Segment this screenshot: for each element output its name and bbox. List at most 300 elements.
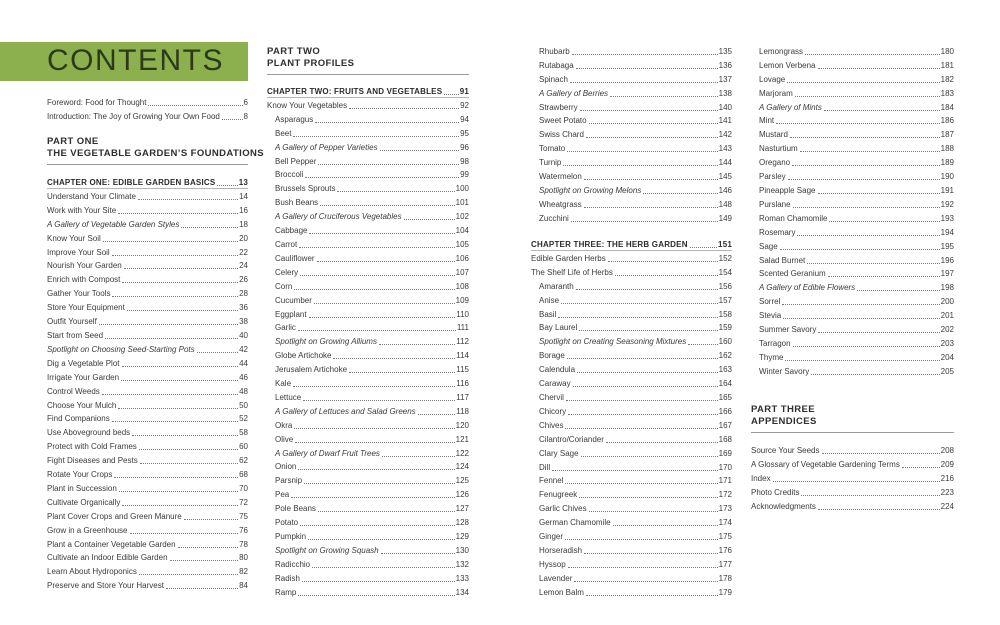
dot-leader: [567, 358, 718, 359]
toc-entry-page: 187: [940, 130, 954, 140]
dot-leader: [132, 435, 238, 436]
toc-entry-title: Choose Your Mulch: [47, 400, 117, 410]
dot-leader: [788, 179, 940, 180]
toc-entry: [267, 153, 469, 167]
dot-leader: [166, 588, 238, 589]
toc-entry: [267, 570, 469, 584]
toc-entry-page: 62: [239, 456, 248, 466]
toc-entry-page: 204: [940, 352, 954, 362]
dot-leader: [315, 122, 459, 123]
toc-entry: [531, 361, 732, 375]
toc-entry-page: 173: [718, 504, 732, 514]
toc-entry-page: 194: [940, 227, 954, 237]
toc-entry-title: Broccoli: [275, 170, 304, 180]
toc-entry-title: Store Your Equipment: [47, 303, 125, 313]
dot-leader: [567, 151, 717, 152]
dot-leader: [643, 193, 717, 194]
dot-leader: [790, 137, 940, 138]
dot-leader: [568, 567, 718, 568]
dot-leader: [580, 110, 718, 111]
toc-entry-page: 184: [940, 102, 954, 112]
toc-entry: [751, 85, 954, 99]
toc-entry-page: 116: [456, 379, 469, 389]
toc-entry-page: 205: [940, 366, 954, 376]
dot-leader: [785, 360, 939, 361]
dot-leader: [584, 553, 718, 554]
toc-entry-page: 14: [239, 191, 248, 201]
toc-entry-page: 170: [718, 462, 732, 472]
toc-entry-page: 208: [940, 445, 954, 455]
toc-entry: [267, 250, 469, 264]
toc-entry: [267, 111, 469, 125]
toc-entry-title: Ramp: [275, 587, 297, 597]
toc-entry: [751, 126, 954, 140]
appendices-entries: [751, 442, 954, 512]
toc-entry-title: Plant Cover Crops and Green Manure: [47, 511, 182, 521]
toc-entry: [267, 472, 469, 486]
toc-entry-title: A Gallery of Pepper Varieties: [275, 142, 378, 152]
chapter-two-heading-list: [267, 83, 469, 98]
toc-entry: [531, 500, 732, 514]
toc-entry: [531, 542, 732, 556]
toc-entry-title: Pumpkin: [275, 532, 307, 541]
toc-entry-page: 145: [718, 172, 732, 182]
toc-entry-page: 112: [456, 337, 469, 347]
toc-entry-title: Gather Your Tools: [47, 289, 111, 299]
toc-entry-title: Tarragon: [759, 338, 791, 348]
toc-entry: [267, 389, 469, 403]
part-one-heading: [47, 136, 264, 165]
toc-entry: [531, 250, 732, 264]
toc-entry: [751, 293, 954, 307]
toc-entry-title: Globe Artichoke: [275, 351, 332, 361]
toc-entry-title: CHAPTER ONE: EDIBLE GARDEN BASICS: [47, 177, 216, 187]
toc-entry-page: 179: [718, 587, 732, 597]
toc-entry-page: 82: [239, 567, 248, 577]
toc-entry: [47, 258, 248, 272]
toc-entry-title: A Gallery of Mints: [759, 102, 822, 112]
chapter-one-heading-list: [47, 174, 248, 189]
dot-leader: [576, 68, 718, 69]
toc-entry-page: 125: [455, 476, 469, 486]
toc-entry: [531, 292, 732, 306]
dot-leader: [303, 400, 455, 401]
dot-leader: [382, 456, 455, 457]
dot-leader: [170, 560, 239, 561]
dot-leader: [787, 82, 939, 83]
toc-entry: [531, 375, 732, 389]
toc-entry: [531, 43, 732, 57]
dot-leader: [300, 275, 455, 276]
toc-entry-title: Horseradish: [539, 545, 583, 555]
page-title: CONTENTS: [47, 44, 224, 77]
toc-entry-title: Spotlight on Growing Alliums: [275, 337, 377, 347]
dot-leader: [573, 386, 718, 387]
toc-entry: [47, 313, 248, 327]
toc-entry-title: Irrigate Your Garden: [47, 372, 120, 382]
toc-entry-title: Potato: [275, 518, 299, 528]
dot-leader: [561, 303, 718, 304]
toc-entry-title: Dill: [539, 462, 551, 472]
dot-leader: [818, 332, 939, 333]
toc-entry-page: 124: [455, 462, 469, 472]
dot-leader: [298, 330, 456, 331]
dot-leader: [105, 338, 238, 339]
toc-entry-page: 121: [455, 434, 469, 444]
toc-entry: [751, 266, 954, 280]
toc-entry: [267, 459, 469, 473]
toc-entry-title: Winter Savory: [759, 366, 810, 376]
dot-leader: [305, 177, 459, 178]
dot-leader: [818, 193, 940, 194]
dot-leader: [308, 539, 455, 540]
toc-entry: [531, 154, 732, 168]
toc-entry-title: Hyssop: [539, 559, 566, 569]
toc-entry-page: 126: [455, 490, 469, 500]
toc-entry-title: Fight Diseases and Pests: [47, 456, 138, 466]
toc-entry: [531, 459, 732, 473]
dot-leader: [118, 213, 238, 214]
toc-entry: [267, 556, 469, 570]
dot-leader: [299, 247, 454, 248]
toc-entry-title: Start from Seed: [47, 330, 104, 340]
toc-entry-page: 52: [239, 414, 248, 424]
toc-entry-page: 141: [718, 116, 732, 126]
toc-entry-title: Sorrel: [759, 297, 781, 307]
toc-entry: [47, 424, 248, 438]
dot-leader: [379, 344, 455, 345]
toc-entry-page: 133: [455, 573, 469, 583]
dot-leader: [811, 374, 939, 375]
toc-entry-page: 100: [455, 184, 469, 194]
toc-entry-title: German Chamomile: [539, 518, 611, 528]
dot-leader: [298, 469, 454, 470]
toc-entry-page: 92: [460, 100, 469, 110]
toc-entry-title: Pineapple Sage: [759, 185, 816, 195]
dot-leader: [610, 96, 718, 97]
toc-entry-title: Corn: [275, 281, 293, 291]
toc-entry: [531, 126, 732, 140]
chapter-heading: [531, 236, 732, 251]
dot-leader: [586, 595, 718, 596]
toc-entry: [47, 411, 248, 425]
toc-entry: [751, 196, 954, 210]
toc-entry: [267, 194, 469, 208]
dot-leader: [829, 221, 939, 222]
dot-leader: [801, 495, 939, 496]
toc-entry-title: Jerusalem Artichoke: [275, 365, 348, 375]
dot-leader: [792, 165, 940, 166]
toc-entry-page: 136: [718, 60, 732, 70]
toc-entry: [751, 307, 954, 321]
dot-leader: [349, 108, 459, 109]
toc-entry-title: Know Your Soil: [47, 233, 101, 243]
toc-entry-page: 20: [239, 233, 248, 243]
toc-entry-title: Parsnip: [275, 476, 303, 486]
toc-entry-page: 110: [456, 309, 469, 319]
toc-entry-title: Oregano: [759, 158, 791, 168]
dot-leader: [103, 241, 238, 242]
toc-entry: [751, 442, 954, 456]
dot-leader: [581, 456, 718, 457]
toc-entry: [531, 264, 732, 278]
toc-entry: [267, 584, 469, 598]
toc-entry-title: Edible Garden Herbs: [531, 253, 606, 263]
toc-entry-title: Calendula: [539, 365, 576, 375]
toc-entry-title: Purslane: [759, 199, 791, 209]
toc-entry: [47, 438, 248, 452]
toc-entry-title: Preserve and Store Your Harvest: [47, 581, 164, 591]
toc-entry-page: 98: [460, 156, 469, 166]
dot-leader: [184, 519, 238, 520]
toc-entry-page: 68: [239, 470, 248, 480]
toc-entry-title: Learn About Hydroponics: [47, 567, 137, 577]
dot-leader: [902, 467, 940, 468]
toc-entry: [47, 466, 248, 480]
toc-entry-title: A Gallery of Edible Flowers: [759, 283, 856, 293]
toc-entry: [751, 252, 954, 266]
toc-entry-page: 135: [718, 46, 732, 56]
dot-leader: [404, 219, 455, 220]
toc-entry: [267, 278, 469, 292]
chapter-three-entries: [531, 250, 732, 598]
toc-entry-page: 159: [718, 323, 732, 333]
toc-entry: [47, 397, 248, 411]
chapter-two-entries: [267, 97, 469, 598]
toc-entry-title: Rotate Your Crops: [47, 470, 113, 480]
toc-entry-title: Cultivate Organically: [47, 497, 121, 507]
toc-entry-title: Understand Your Climate: [47, 191, 136, 201]
dot-leader: [333, 358, 455, 359]
toc-entry: [47, 508, 248, 522]
part-three-title: APPENDICES: [751, 416, 817, 427]
dot-leader: [118, 408, 238, 409]
toc-entry: [751, 224, 954, 238]
toc-entry: [531, 182, 732, 196]
dot-leader: [558, 317, 717, 318]
toc-entry-page: 128: [455, 518, 469, 528]
toc-entry: [267, 180, 469, 194]
toc-entry-page: 78: [239, 539, 248, 549]
toc-entry: [47, 327, 248, 341]
toc-entry-page: 160: [718, 337, 732, 347]
toc-entry-title: Work with Your Site: [47, 205, 117, 215]
toc-entry-page: 138: [718, 88, 732, 98]
dot-leader: [312, 567, 455, 568]
dot-leader: [565, 428, 717, 429]
dot-leader: [140, 463, 238, 464]
toc-entry-title: Ginger: [539, 532, 564, 542]
toc-entry-page: 91: [459, 86, 469, 96]
toc-entry: [531, 71, 732, 85]
toc-entry-page: 140: [718, 102, 732, 112]
dot-leader: [780, 249, 940, 250]
toc-entry-page: 137: [718, 74, 732, 84]
toc-entry-title: Use Aboveground beds: [47, 428, 131, 438]
toc-entry-page: 16: [239, 205, 248, 215]
toc-entry-page: 24: [239, 261, 248, 271]
dot-leader: [114, 477, 238, 478]
toc-entry-title: Cabbage: [275, 226, 308, 236]
toc-entry: [531, 473, 732, 487]
dot-leader: [302, 581, 455, 582]
toc-entry-page: 191: [940, 185, 954, 195]
toc-entry-page: 84: [239, 581, 248, 591]
chapter-three-heading-list: [531, 236, 732, 251]
chapter-three-entries-continued: [751, 43, 954, 377]
toc-entry-title: Lettuce: [275, 392, 302, 402]
toc-entry: [531, 210, 732, 224]
toc-entry-page: 200: [940, 297, 954, 307]
toc-entry-page: 13: [238, 177, 248, 187]
front-matter-list: [47, 94, 248, 122]
dot-leader: [589, 123, 718, 124]
toc-entry-title: Cauliflower: [275, 253, 315, 263]
toc-entry-title: Chervil: [539, 392, 564, 402]
toc-entry-title: Spinach: [539, 74, 568, 84]
toc-entry: [267, 431, 469, 445]
toc-entry-title: Basil: [539, 309, 557, 319]
dot-leader: [776, 123, 940, 124]
toc-entry-title: Strawberry: [539, 102, 578, 112]
toc-entry-title: Outfit Yourself: [47, 317, 97, 327]
dot-leader: [418, 414, 456, 415]
toc-entry: [267, 125, 469, 139]
dot-leader: [782, 304, 939, 305]
toc-entry-page: 196: [940, 255, 954, 265]
dot-leader: [688, 344, 717, 345]
toc-entry: [47, 108, 248, 122]
toc-entry-title: Stevia: [759, 311, 782, 321]
dot-leader: [112, 255, 238, 256]
dot-leader: [857, 290, 939, 291]
toc-entry: [531, 113, 732, 127]
toc-entry-page: 99: [460, 170, 469, 180]
toc-entry: [531, 417, 732, 431]
toc-entry-page: 122: [455, 448, 469, 458]
dot-leader: [318, 511, 455, 512]
dot-leader: [217, 185, 237, 186]
toc-entry-page: 117: [456, 392, 469, 402]
toc-entry-title: Zucchini: [539, 213, 569, 223]
toc-entry-page: 190: [940, 172, 954, 182]
dot-leader: [773, 481, 940, 482]
chapter-heading: [47, 174, 248, 189]
toc-entry: [47, 522, 248, 536]
toc-entry-title: Dig a Vegetable Plot: [47, 358, 120, 368]
toc-entry-page: 8: [243, 111, 248, 121]
toc-entry-page: 197: [940, 269, 954, 279]
toc-entry-title: Kale: [275, 379, 292, 389]
toc-entry-title: Celery: [275, 267, 299, 277]
toc-entry-page: 156: [718, 281, 732, 291]
toc-entry-page: 94: [460, 114, 469, 124]
toc-entry-page: 195: [940, 241, 954, 251]
chapter-one-entries: [47, 188, 248, 591]
toc-entry-page: 118: [456, 406, 469, 416]
toc-entry: [751, 363, 954, 377]
toc-entry-page: 223: [940, 487, 954, 497]
toc-entry: [47, 188, 248, 202]
toc-entry: [531, 347, 732, 361]
toc-entry: [267, 417, 469, 431]
toc-entry-title: Swiss Chard: [539, 130, 584, 140]
dot-leader: [293, 386, 455, 387]
toc-entry-title: Enrich with Compost: [47, 275, 121, 285]
toc-entry-title: Onion: [275, 462, 297, 472]
toc-entry: [47, 244, 248, 258]
toc-entry: [531, 99, 732, 113]
toc-entry-page: 148: [718, 199, 732, 209]
toc-entry-page: 134: [455, 587, 469, 597]
toc-entry-page: 146: [718, 185, 732, 195]
dot-leader: [294, 428, 454, 429]
toc-entry-title: Parsley: [759, 172, 786, 182]
toc-entry-title: Garlic: [275, 323, 296, 333]
toc-entry: [531, 584, 732, 598]
toc-entry: [531, 528, 732, 542]
toc-entry-page: 165: [718, 392, 732, 402]
toc-entry-page: 177: [718, 559, 732, 569]
dot-leader: [565, 483, 717, 484]
dot-leader: [589, 511, 718, 512]
toc-entry-page: 102: [455, 212, 469, 222]
part-three-heading: [751, 404, 954, 433]
toc-entry: [751, 470, 954, 484]
dot-leader: [122, 282, 238, 283]
dot-leader: [563, 165, 717, 166]
toc-entry-page: 70: [239, 483, 248, 493]
dot-leader: [795, 96, 940, 97]
toc-entry-title: Cucumber: [275, 295, 312, 305]
toc-entry-page: 6: [243, 97, 248, 107]
dot-leader: [102, 394, 238, 395]
dot-leader: [572, 54, 718, 55]
toc-entry-title: Spotlight on Growing Melons: [539, 185, 642, 195]
toc-entry-title: Radish: [275, 573, 300, 583]
part-three-label: PART THREE: [751, 404, 815, 415]
toc-entry-page: 127: [455, 504, 469, 514]
toc-entry: [47, 563, 248, 577]
toc-entry-title: Olive: [275, 434, 294, 444]
toc-entry-title: Salad Burnet: [759, 255, 806, 265]
toc-entry-page: 189: [940, 158, 954, 168]
toc-entry: [531, 320, 732, 334]
toc-entry-page: 18: [239, 219, 248, 229]
toc-entry: [267, 222, 469, 236]
dot-leader: [576, 289, 718, 290]
toc-entry-page: 105: [455, 239, 469, 249]
toc-entry-page: 76: [239, 525, 248, 535]
dot-leader: [318, 164, 459, 165]
toc-entry: [267, 528, 469, 542]
toc-entry-title: Sage: [759, 241, 778, 251]
toc-entry: [751, 349, 954, 363]
dot-leader: [112, 296, 238, 297]
toc-entry-page: 95: [460, 128, 469, 138]
dot-leader: [127, 310, 238, 311]
toc-entry-page: 166: [718, 406, 732, 416]
dot-leader: [824, 110, 940, 111]
dot-leader: [566, 400, 718, 401]
toc-entry-page: 174: [718, 518, 732, 528]
dot-leader: [112, 421, 238, 422]
toc-entry-title: Amaranth: [539, 281, 574, 291]
toc-entry: [267, 97, 469, 111]
toc-entry-page: 114: [456, 351, 469, 361]
dot-leader: [300, 525, 455, 526]
dot-leader: [317, 261, 455, 262]
